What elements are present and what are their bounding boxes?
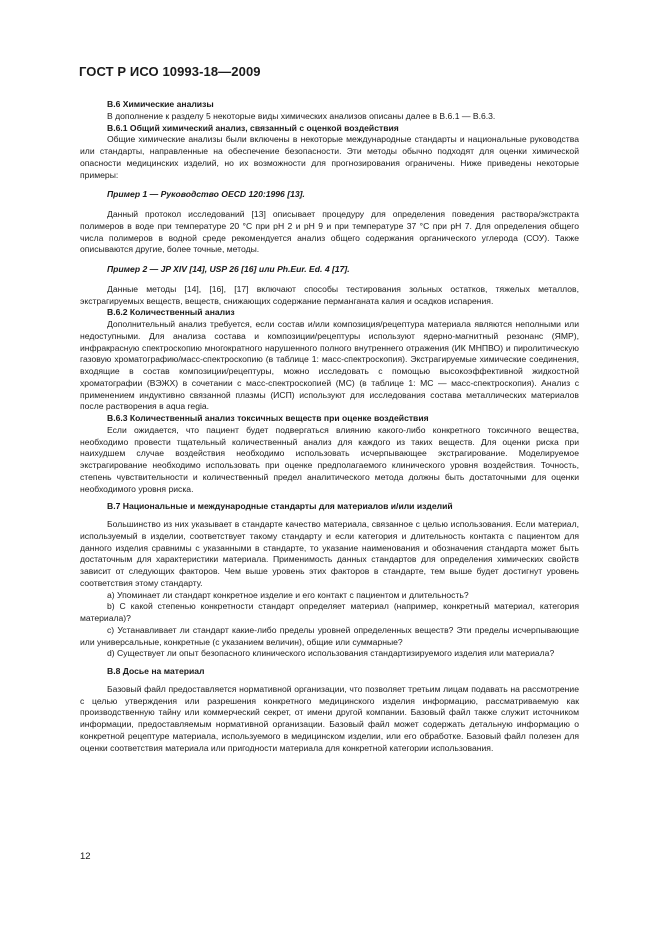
section-b62-title: В.6.2 Количественный анализ (107, 307, 235, 318)
section-b61-paragraph: Общие химические анализы были включены в некоторые международные стандарты и национальные руководства или стандарты, направленные на обеспечение безопасности. Эти методы обычно подходят для оценки химической опасности медицинских изделий, но их возможности для прогнозирования ограничены. Ниже приведены некоторые примеры: (80, 134, 579, 180)
document-body (80, 99, 579, 754)
list-item-d: d) Существует ли опыт безопасного клинического использования стандартизируемого изделия или материала? (107, 648, 555, 659)
section-b6-paragraph: В дополнение к разделу 5 некоторые виды химических анализов описаны далее в В.6.1 — В.6.3. (107, 110, 496, 121)
section-b7-title: В.7 Национальные и международные стандарты для материалов и/или изделий (107, 501, 453, 512)
list-item-c: c) Устанавливает ли стандарт какие-либо пределы уровней определенных веществ? Эти пределы исчерпывающие или универсальные, конкретные (с указанием величин), общие или суммарные? (80, 624, 579, 647)
example-2-paragraph: Данные методы [14], [16], [17] включают способы тестирования зольных остатков, тяжелых металлов, экстрагируемых веществ, веществ, снижающих содержание перманганата калия и осадков испарения. (80, 283, 579, 306)
page-number: 12 (80, 851, 91, 862)
section-b63-paragraph: Если ожидается, что пациент будет подвергаться влиянию какого-либо конкретного токсичного вещества, необходимо провести тщательный количественный анализ для каждого из таких веществ. Для оценки риска при наихудшем случае воздействия необходимо использовать исчерпывающее экстрагирование. Моделируемое экстрагирование необходимо использовать при оценке предполагаемого клинического уровня воздействия. Точность, степень чувствительности и количественный предел аналитического метода должны быть достаточными для оценки необходимого уровня риска. (80, 424, 579, 494)
section-b7-paragraph: Большинство из них указывает в стандарте качество материала, связанное с целью использования. Если материал, используемый в изделии, соответствует такому стандарту и если категория и длительность контакта с пациентом для данного изделия сравнимы с указанными в стандарте, то указание наименования и обозначения стандарта может быть достаточным для характеристики материала. Применимость данных стандартов для определения химических свойств зависит от следующих факторов. Чем выше уровень этих факторов в стандарте, тем выше будет достигнут уровень соответствия этому стандарту. (80, 519, 579, 588)
section-b8-paragraph: Базовый файл предоставляется нормативной организации, что позволяет третьим лицам подавать на рассмотрение с целью утверждения или разрешения конкретного медицинского изделия информацию, рассматриваемую как производственную тайну или коммерческий секрет, от имени другой компании. Базовый файл также служит источником информации, предоставляемым нормативной организации. Базовый файл может содержать детальную информацию о конкретной рецептуре материала, используемого в медицинском изделии, или его обработке. Базовый файл полезен для оценки соответствия материала или пригодности материала для конкретной категории использования. (80, 683, 579, 753)
section-b6-title: В.6 Химические анализы (107, 99, 214, 109)
example-1-paragraph: Данный протокол исследований [13] описывает процедуру для определения поведения раствора/экстракта полимеров в воде при температуре 20 °C при pH 2 и pH 9 и при температуре 37 °C при pH 7. Для определения общего числа полимеров в водной среде рекомендуется анализ общего содержания органического углерода (СОУ). Также описываются другие, более точные, методы. (80, 209, 579, 255)
example-1-heading: Пример 1 — Руководство OECD 120:1996 [13]. (107, 189, 305, 200)
section-b62-paragraph: Дополнительный анализ требуется, если состав и/или композиция/рецептура материала являются неполными или недоступными. Для анализа состава и композиции/рецептуры используют ядерно-магнитный резонанс (ЯМР), инфракрасную спектроскопию многократного нарушенного полного внутреннего отражения (ИК МНПВО) и пиролитическую газовую хроматографию/масс-спектроскопию (в таблице 1: масс-спектроскопия). Экстрагируемые химические соединения, входящие в состав композиции/рецептуры, можно исследовать с помощью высокоэффективной жидкостной хроматографии (ВЭЖХ) в сочетании с масс-спектроскопией (МС) (в таблице 1: МС — масс-спектроскопия). Анализ с применением индуктивно связанной плазмы (ИСП) используют для исследования состава металлических материалов после растворения в aqua regia. (80, 319, 579, 412)
section-b8-title: В.8 Досье на материал (107, 666, 205, 676)
example-2-heading: Пример 2 — JP XIV [14], USP 26 [16] или Ph.Eur. Ed. 4 [17]. (107, 264, 350, 274)
list-item-a: a) Упоминает ли стандарт конкретное изделие и его контакт с пациентом и длительность? (107, 589, 469, 600)
list-item-b: b) С какой степенью конкретности стандарт определяет материал (например, конкретный материал, категория материала)? (80, 601, 579, 623)
section-b63-title: В.6.3 Количественный анализ токсичных веществ при оценке воздействия (107, 413, 429, 423)
document-header: ГОСТ Р ИСО 10993-18—2009 (79, 64, 261, 79)
section-b61-title: В.6.1 Общий химический анализ, связанный с оценкой воздействия (107, 122, 399, 133)
